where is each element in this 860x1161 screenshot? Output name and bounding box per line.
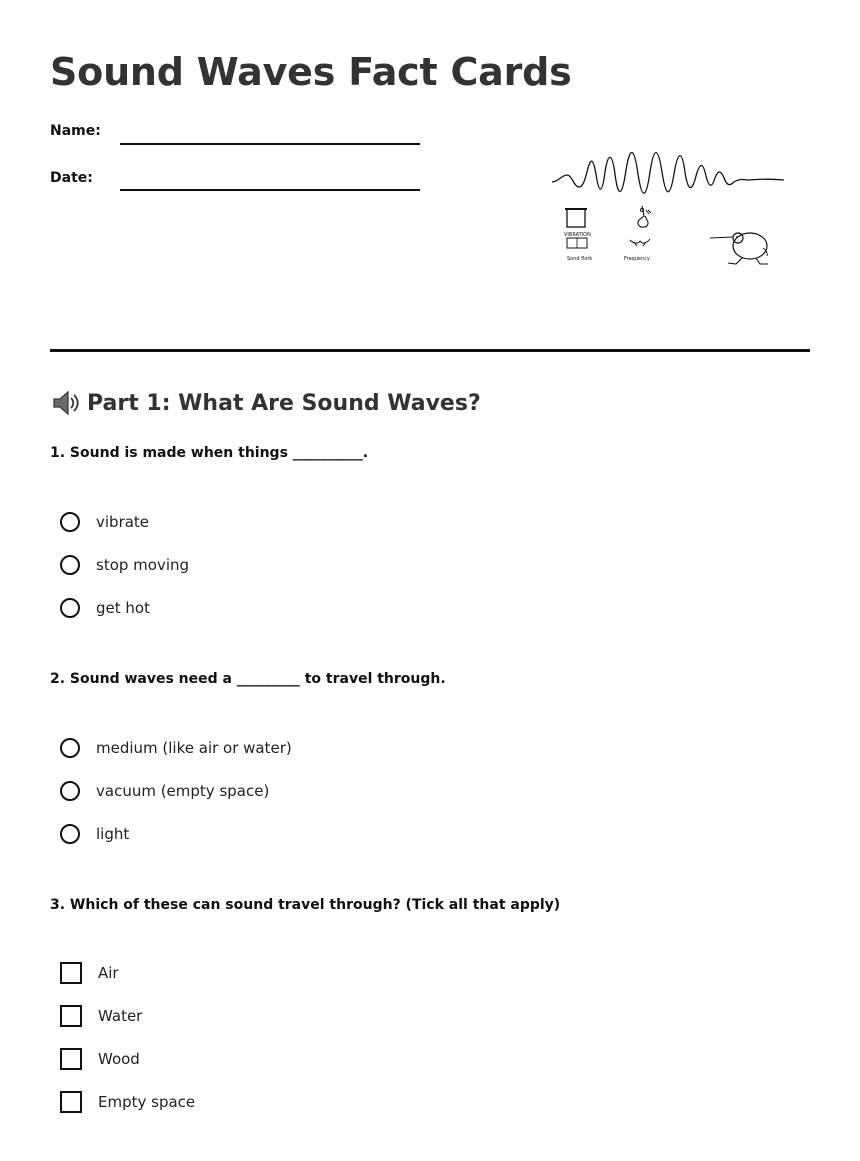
option-label: vibrate [96, 513, 150, 531]
q3-option-air[interactable] [60, 960, 119, 986]
option-label: Wood [98, 1050, 140, 1068]
option-label: light [96, 825, 130, 843]
name-label: Name: [50, 123, 101, 139]
q3-option-water[interactable] [60, 1003, 142, 1029]
radio-button[interactable] [60, 781, 80, 801]
radio-button[interactable] [60, 824, 80, 844]
q1-option-stop-moving[interactable] [60, 552, 189, 578]
q3-option-wood[interactable] [60, 1046, 140, 1072]
radio-button[interactable] [60, 512, 80, 532]
q1-option-get-hot[interactable] [60, 595, 150, 621]
option-label: Empty space [98, 1093, 196, 1111]
tuning-fork-label: Sond flork [567, 256, 593, 262]
option-label: Water [98, 1007, 143, 1025]
option-label: vacuum (empty space) [96, 782, 270, 800]
sound-wave-line [552, 152, 784, 193]
checkbox[interactable] [60, 1091, 82, 1113]
checkbox[interactable] [60, 1048, 82, 1070]
radio-button[interactable] [60, 555, 80, 575]
radio-button[interactable] [60, 598, 80, 618]
option-label: stop moving [96, 556, 190, 574]
q2-option-vacuum[interactable] [60, 778, 269, 804]
sound-wave-illustration [550, 140, 790, 270]
frequency-wings-icon [630, 239, 650, 246]
question-3: 3. Which of these can sound travel through? (Tick all that apply) [50, 897, 561, 913]
speaker-icon [50, 388, 80, 418]
date-label: Date: [50, 170, 93, 186]
question-2: 2. Sound waves need a _________ to travel through. [50, 671, 446, 687]
checkbox[interactable] [60, 1005, 82, 1027]
kiwi-bird-icon [710, 233, 768, 264]
radio-button[interactable] [60, 738, 80, 758]
date-field[interactable] [120, 189, 420, 191]
section-heading [50, 388, 481, 418]
question-1: 1. Sound is made when things __________. [50, 445, 369, 461]
frequency-label: Frequency [624, 256, 650, 262]
page-title: Sound Waves Fact Cards [50, 50, 572, 94]
name-field[interactable] [120, 143, 420, 145]
vibration-label: VIBRATION [564, 232, 591, 238]
q2-option-medium[interactable] [60, 735, 292, 761]
q2-option-light[interactable] [60, 821, 129, 847]
checkbox[interactable] [60, 962, 82, 984]
tuning-fork-icon [638, 206, 651, 227]
option-label: Air [98, 964, 119, 982]
section-divider [50, 349, 810, 352]
vibration-box-icon [565, 209, 587, 248]
q3-option-empty-space[interactable] [60, 1089, 195, 1115]
option-label: medium (like air or water) [96, 739, 292, 757]
option-label: get hot [96, 599, 150, 617]
section-title: Part 1: What Are Sound Waves? [87, 390, 481, 416]
q1-option-vibrate[interactable] [60, 509, 149, 535]
